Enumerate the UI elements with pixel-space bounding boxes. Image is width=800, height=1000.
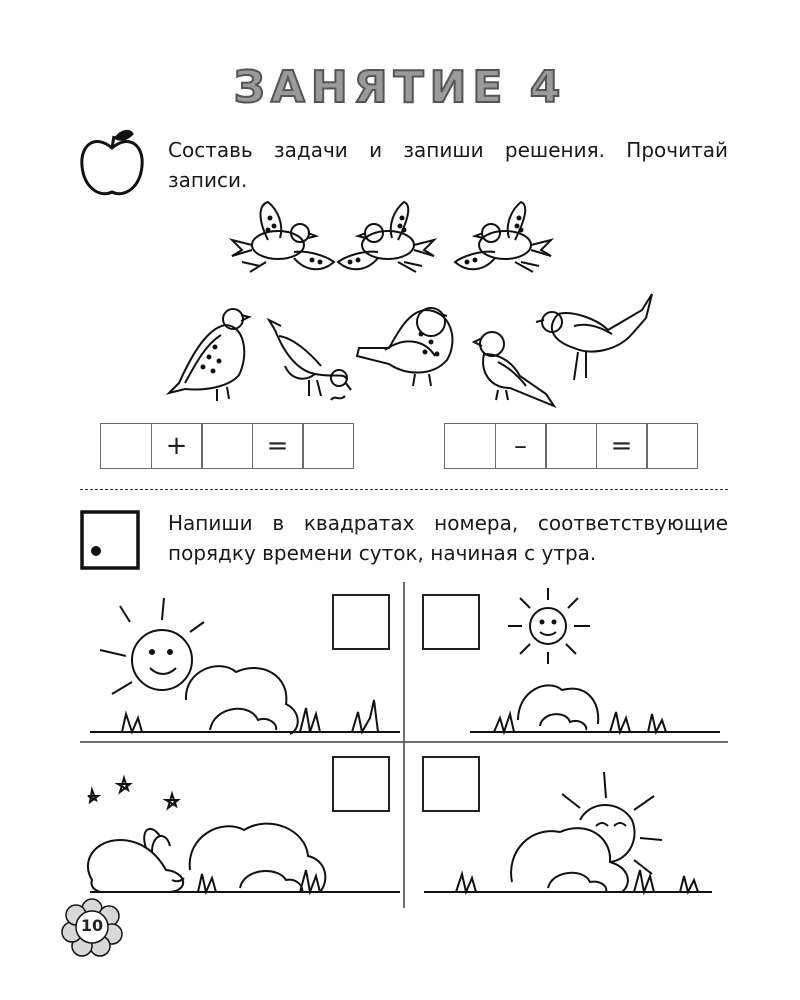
scene-grid (80, 582, 728, 908)
answer-cell[interactable] (646, 423, 698, 469)
plus-sign: + (151, 423, 203, 469)
answer-box-morning[interactable] (422, 594, 480, 650)
answer-box-evening[interactable] (422, 756, 480, 812)
task2-text: Напиши в квадратах номера, соответствующие порядку времени суток, начиная с утра. (168, 511, 728, 565)
answer-cell[interactable] (545, 423, 597, 469)
answer-box-night[interactable] (332, 756, 390, 812)
answer-cell[interactable] (201, 423, 253, 469)
sitting-birds (169, 294, 652, 406)
answer-cell[interactable] (444, 423, 496, 469)
section-divider (80, 489, 728, 490)
answer-cell[interactable] (100, 423, 152, 469)
answer-box-day[interactable] (332, 594, 390, 650)
equation-minus (444, 423, 698, 469)
flying-birds (232, 202, 551, 272)
equals-sign: = (596, 423, 648, 469)
answer-cell[interactable] (302, 423, 354, 469)
task1-text: Составь задачи и запиши решения. Прочитай записи. (168, 138, 728, 192)
equals-sign: = (252, 423, 304, 469)
equation-plus (100, 423, 354, 469)
dot-square-icon (82, 512, 138, 568)
page-number: 10 (80, 915, 104, 935)
page-title: ЗАНЯТИЕ 4 (233, 62, 567, 113)
minus-sign: – (495, 423, 547, 469)
small-sun-bush-icon (470, 588, 720, 732)
apple-icon (82, 131, 142, 193)
